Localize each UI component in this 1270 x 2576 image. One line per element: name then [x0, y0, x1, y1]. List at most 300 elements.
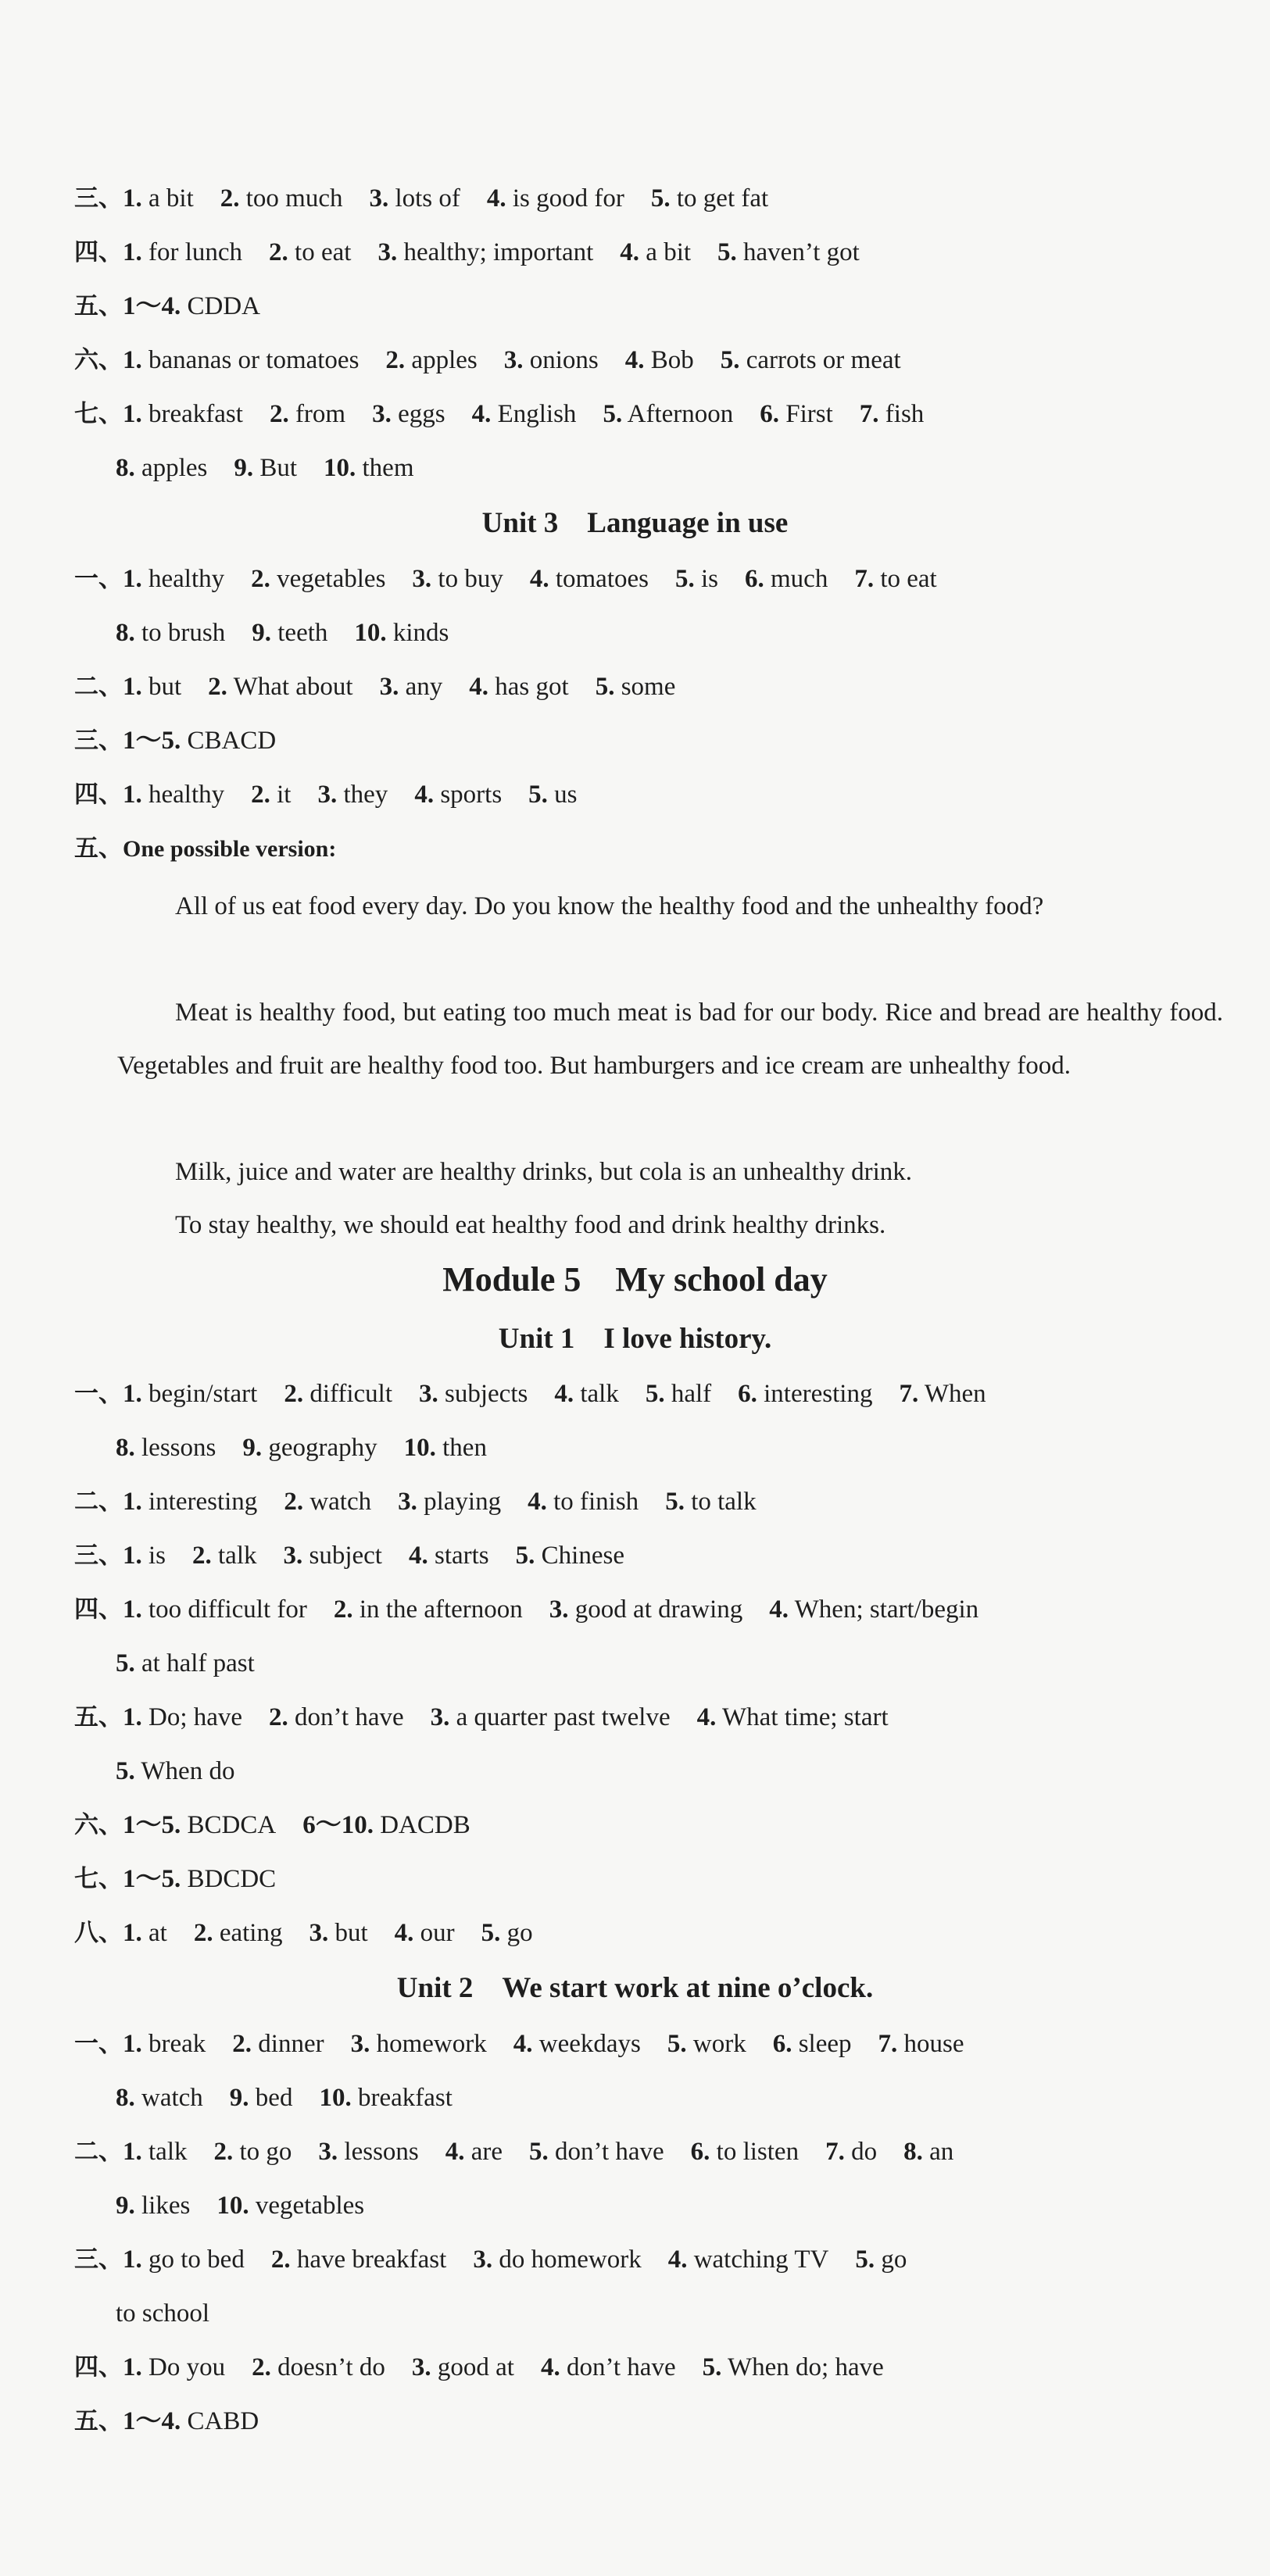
answer-number: 10.: [216, 2192, 249, 2220]
section-label: 五、: [74, 834, 123, 863]
answer-text: to buy: [431, 565, 503, 593]
answer-number: 5.: [702, 2353, 722, 2381]
answer-line-continued: [116, 2296, 1239, 2331]
answer-number: 3.: [412, 565, 432, 593]
answer-item: [445, 2135, 503, 2169]
answer-number: 3.: [419, 1380, 438, 1408]
answer-text: apples: [405, 346, 478, 374]
answer-item: [855, 2242, 907, 2277]
answer-number: 9.: [229, 2084, 249, 2112]
section-label: 七、: [74, 400, 123, 428]
answer-number: 6.: [760, 400, 779, 428]
answer-line-continued: [116, 2188, 1239, 2223]
answer-number: 1～4.: [123, 292, 181, 320]
answer-item: [404, 1431, 487, 1465]
answer-item: [703, 2350, 884, 2385]
answer-line-continued: [116, 616, 1239, 650]
answer-text: lessons: [134, 1434, 216, 1462]
answer-number: 10.: [324, 454, 356, 482]
answer-text: Do you: [141, 2353, 226, 2381]
essay-paragraph: To stay healthy, we should eat healthy food and drink healthy drinks.: [175, 1211, 886, 1239]
answer-item: [116, 1646, 255, 1681]
answer-number: 3.: [309, 1919, 329, 1947]
answer-number: 5.: [717, 238, 737, 266]
answer-text: some: [614, 673, 676, 701]
answer-line: [74, 235, 1239, 270]
section-label: 四、: [74, 1595, 123, 1624]
answer-item: [372, 397, 445, 431]
answer-item: [116, 2188, 190, 2223]
answer-text: interesting: [141, 1488, 258, 1516]
answer-text: talk: [574, 1380, 619, 1408]
answer-line: [74, 1592, 1239, 1627]
answer-item: [216, 2188, 364, 2223]
answer-number: 1.: [123, 184, 142, 213]
answer-item: [284, 1538, 382, 1573]
answer-text: go: [500, 1919, 533, 1947]
answer-text: Do; have: [141, 1703, 243, 1731]
answer-number: 1.: [123, 2030, 142, 2058]
section-label: 八、: [74, 1919, 123, 1947]
answer-number: 1.: [123, 238, 142, 266]
answer-text: BCDCA: [181, 1811, 277, 1839]
answer-item: [412, 562, 503, 596]
answer-text: lots of: [388, 184, 460, 213]
answer-text: go: [875, 2246, 907, 2274]
answer-number: 4.: [540, 2353, 560, 2381]
answer-item: [596, 670, 676, 704]
answer-line: [74, 1700, 1239, 1735]
answer-text: breakfast: [141, 400, 243, 428]
answer-number: 4.: [513, 2030, 533, 2058]
answer-line-continued: [116, 1646, 1239, 1681]
answer-text: to go: [233, 2138, 292, 2166]
answer-text: to listen: [710, 2138, 800, 2166]
answer-number: 4.: [486, 184, 506, 213]
answer-number: 1.: [123, 1380, 142, 1408]
answer-item: [234, 451, 297, 485]
answer-number: 5.: [650, 184, 671, 213]
answer-item: [116, 616, 225, 650]
answer-text: doesn’t do: [270, 2353, 385, 2381]
answer-text: What time; start: [716, 1703, 889, 1731]
answer-item: [825, 2135, 877, 2169]
answer-item: [738, 1377, 872, 1411]
answer-item: [620, 235, 691, 270]
answer-item: [769, 1592, 978, 1627]
answer-number: 1.: [123, 1919, 142, 1947]
answer-text: healthy; important: [397, 238, 594, 266]
answer-item: [377, 235, 593, 270]
answer-item: [487, 181, 624, 216]
answer-text: But: [253, 454, 297, 482]
answer-number: 8.: [903, 2138, 923, 2166]
answer-text: CDDA: [181, 292, 261, 320]
answer-number: 1.: [123, 673, 142, 701]
answer-item: [252, 616, 327, 650]
answer-number: 8.: [116, 1434, 135, 1462]
answer-line-continued: [116, 1431, 1239, 1465]
answer-text: go to bed: [141, 2246, 245, 2274]
answer-number: 1.: [123, 2246, 142, 2274]
answer-number: 3.: [430, 1703, 450, 1731]
answer-item: [116, 2081, 203, 2115]
section-label: 三、: [74, 727, 123, 755]
answer-number: 2.: [269, 238, 288, 266]
answer-number: 7.: [854, 565, 875, 593]
answer-number: 3.: [549, 1595, 569, 1624]
answer-number: 5.: [645, 1380, 665, 1408]
answer-item: [469, 670, 568, 704]
unit-heading: Unit 1 I love history.: [498, 1323, 772, 1355]
answer-number: 1.: [123, 781, 142, 809]
answer-item: [251, 777, 291, 812]
answer-text: work: [686, 2030, 746, 2058]
answer-item: [899, 1377, 986, 1411]
answer-item: [529, 2135, 664, 2169]
answer-text: starts: [428, 1542, 489, 1570]
answer-number: 4.: [769, 1595, 789, 1624]
answer-item: [123, 1916, 167, 1950]
answer-number: 4.: [529, 565, 549, 593]
answer-number: 1.: [123, 346, 142, 374]
answer-number: 5.: [675, 565, 695, 593]
writing-subheading: 五、One possible version:: [74, 834, 337, 863]
answer-text: weekdays: [532, 2030, 641, 2058]
answer-line: [74, 777, 1239, 812]
answer-text: When do; have: [721, 2353, 884, 2381]
answer-item: [123, 181, 194, 216]
answer-line: [74, 397, 1239, 431]
answer-text: apples: [134, 454, 208, 482]
answer-text: eating: [213, 1919, 283, 1947]
answer-number: 10.: [354, 619, 387, 647]
answer-text: an: [922, 2138, 954, 2166]
answer-item: [123, 2350, 225, 2385]
answer-line: [74, 181, 1239, 216]
answer-text: onions: [523, 346, 599, 374]
answer-item: [123, 235, 242, 270]
answer-text: at: [141, 1919, 167, 1947]
answer-item: [123, 670, 181, 704]
answer-item: [675, 562, 718, 596]
answer-line-continued: [116, 451, 1239, 485]
answer-text: CBACD: [181, 727, 277, 755]
answer-item: [760, 397, 833, 431]
answer-number: 2.: [193, 1919, 213, 1947]
answer-item: [116, 1431, 216, 1465]
answer-text: carrots or meat: [739, 346, 901, 374]
answer-line-continued: [116, 2081, 1239, 2115]
answer-number: 4.: [667, 2246, 688, 2274]
answer-item: [116, 1754, 234, 1788]
answer-text: a quarter past twelve: [449, 1703, 671, 1731]
answer-number: 5.: [667, 2030, 687, 2058]
answer-line: [74, 2027, 1239, 2061]
answer-item: [412, 2350, 514, 2385]
answer-item: [319, 2081, 452, 2115]
section-label: 二、: [74, 2138, 123, 2166]
answer-number: 2.: [269, 1703, 288, 1731]
answer-line: [74, 562, 1239, 596]
answer-text: house: [897, 2030, 964, 2058]
answer-text: vegetables: [249, 2192, 365, 2220]
answer-text: geography: [262, 1434, 377, 1462]
answer-number: 5.: [595, 673, 615, 701]
answer-line: [74, 1862, 1239, 1896]
answer-number: 4.: [469, 673, 489, 701]
answer-number: 2.: [251, 781, 270, 809]
answer-item: [697, 1700, 889, 1735]
answer-item: [284, 1377, 392, 1411]
unit-heading: Unit 3 Language in use: [481, 507, 789, 539]
answer-number: 1～4.: [123, 2407, 181, 2435]
answer-text: don’t have: [288, 1703, 404, 1731]
answer-item: [317, 777, 388, 812]
answer-item: [481, 1916, 533, 1950]
answer-text: subject: [302, 1542, 382, 1570]
answer-item: [123, 397, 243, 431]
section-label: 一、: [74, 1380, 123, 1408]
answer-number: 7.: [878, 2030, 898, 2058]
answer-item: [691, 2135, 799, 2169]
answer-item: [516, 1538, 624, 1573]
answer-item: [194, 1916, 283, 1950]
answer-number: 1.: [123, 2353, 142, 2381]
answer-item: [369, 181, 460, 216]
answer-number: 4.: [414, 781, 435, 809]
answer-text: to talk: [684, 1488, 757, 1516]
answer-item: [860, 397, 925, 431]
section-label: 七、: [74, 1865, 123, 1893]
answer-text: First: [779, 400, 833, 428]
answer-item: [284, 1485, 371, 1519]
answer-text: vegetables: [270, 565, 386, 593]
answer-text: When do: [134, 1757, 235, 1785]
answer-number: 1～5.: [123, 1811, 181, 1839]
answer-number: 2.: [333, 1595, 353, 1624]
answer-number: 3.: [318, 2138, 338, 2166]
answer-text: watch: [134, 2084, 203, 2112]
answer-text: sports: [434, 781, 503, 809]
answer-item: [251, 562, 385, 596]
answer-text: eggs: [391, 400, 445, 428]
answer-text: to eat: [288, 238, 352, 266]
answer-number: 4.: [528, 1488, 547, 1516]
answer-text: but: [141, 673, 182, 701]
answer-item: [334, 1592, 523, 1627]
answer-number: 9.: [234, 454, 254, 482]
answer-line: [74, 2135, 1239, 2169]
answer-number: 3.: [317, 781, 338, 809]
answer-item: [213, 2135, 292, 2169]
answer-text: kinds: [386, 619, 449, 647]
answer-item: [419, 1377, 528, 1411]
answer-number: 4.: [394, 1919, 414, 1947]
answer-text: is good for: [506, 184, 624, 213]
answer-text: tomatoes: [549, 565, 649, 593]
answer-item: [854, 562, 936, 596]
answer-item: [123, 2135, 187, 2169]
answer-text: fish: [878, 400, 925, 428]
answer-text: lessons: [338, 2138, 419, 2166]
answer-number: 3.: [369, 184, 389, 213]
answer-item: [431, 1700, 671, 1735]
answer-number: 2.: [192, 1542, 212, 1570]
answer-item: [385, 343, 477, 377]
answer-number: 2.: [232, 2030, 252, 2058]
answer-text: them: [356, 454, 414, 482]
answer-item: [651, 181, 768, 216]
answer-text: watching TV: [687, 2246, 829, 2274]
answer-item: [123, 2404, 259, 2438]
answer-text: don’t have: [560, 2353, 676, 2381]
answer-text: at half past: [134, 1649, 255, 1677]
answer-text: sleep: [792, 2030, 852, 2058]
answer-number: 10.: [403, 1434, 436, 1462]
answer-text: is: [141, 1542, 166, 1570]
section-label: 二、: [74, 1488, 123, 1516]
answer-text: subjects: [438, 1380, 528, 1408]
answer-number: 2.: [251, 565, 270, 593]
answer-text: is: [694, 565, 719, 593]
answer-item: [270, 397, 345, 431]
answer-number: 4.: [445, 2138, 465, 2166]
answer-item: [504, 343, 599, 377]
answer-number: 9.: [252, 619, 271, 647]
answer-text: dinner: [252, 2030, 324, 2058]
answer-text: to eat: [874, 565, 937, 593]
answer-item: [116, 451, 207, 485]
answer-item: [667, 2027, 746, 2061]
answer-text: good at: [431, 2353, 514, 2381]
answer-item: [473, 2242, 641, 2277]
answer-item: [324, 451, 413, 485]
answer-line: [74, 1485, 1239, 1519]
answer-number: 8.: [116, 454, 135, 482]
answer-text: What about: [227, 673, 353, 701]
answer-item: [123, 289, 260, 323]
answer-text: have breakfast: [290, 2246, 447, 2274]
answer-text: a bit: [639, 238, 692, 266]
answer-text: in the afternoon: [352, 1595, 523, 1624]
answer-number: 3.: [503, 346, 524, 374]
answer-text: half: [664, 1380, 712, 1408]
answer-number: 2.: [213, 2138, 234, 2166]
section-label: 三、: [74, 2246, 123, 2274]
answer-item: [123, 562, 224, 596]
answer-text: interesting: [757, 1380, 873, 1408]
answer-number: 2.: [284, 1488, 304, 1516]
answer-item: [269, 1700, 404, 1735]
section-label: 六、: [74, 346, 123, 374]
answer-number: 3.: [411, 2353, 431, 2381]
answer-item: [554, 1377, 618, 1411]
answer-number: 3.: [372, 400, 392, 428]
answer-item: [541, 2350, 676, 2385]
answer-item: [414, 777, 502, 812]
answer-text: do homework: [492, 2246, 642, 2274]
answer-item: [232, 2027, 324, 2061]
answer-number: 8.: [116, 619, 135, 647]
answer-item: [271, 2242, 446, 2277]
answer-text: talk: [141, 2138, 188, 2166]
unit-heading: Unit 2 We start work at nine o’clock.: [396, 1972, 874, 2004]
answer-item: [123, 1538, 166, 1573]
answer-item: [123, 2242, 245, 2277]
answer-text: don’t have: [548, 2138, 664, 2166]
answer-number: 7.: [899, 1380, 919, 1408]
answer-number: 5.: [481, 1919, 501, 1947]
answer-text: healthy: [141, 565, 225, 593]
answer-number: 7.: [825, 2138, 845, 2166]
answer-item: [351, 2027, 487, 2061]
answer-number: 2.: [208, 673, 227, 701]
answer-item: [395, 1916, 455, 1950]
answer-number: 2.: [385, 346, 406, 374]
answer-item: [242, 1431, 377, 1465]
answer-text: CABD: [181, 2407, 259, 2435]
answer-item: [528, 777, 577, 812]
answer-text: they: [337, 781, 388, 809]
answer-item: [603, 397, 733, 431]
answer-number: 2.: [252, 2353, 271, 2381]
answer-number: 2.: [269, 400, 289, 428]
answer-item: [530, 562, 649, 596]
answer-item: [123, 1592, 307, 1627]
answer-text: When: [918, 1380, 986, 1408]
answer-number: 1.: [123, 400, 142, 428]
answer-number: 4.: [696, 1703, 717, 1731]
answer-text: has got: [488, 673, 569, 701]
answer-line: [74, 2242, 1239, 2277]
answer-item: [123, 1485, 257, 1519]
module-heading: Module 5 My school day: [442, 1260, 828, 1299]
answer-text: from: [288, 400, 346, 428]
answer-item: [668, 2242, 829, 2277]
answer-text: BDCDC: [181, 1865, 277, 1893]
answer-item: [220, 181, 343, 216]
answer-item: [318, 2135, 418, 2169]
answer-line: [74, 723, 1239, 758]
answer-number: 1.: [123, 565, 142, 593]
answer-line: [74, 670, 1239, 704]
answer-number: 1.: [123, 1542, 142, 1570]
essay-paragraph: All of us eat food every day. Do you know the healthy food and the unhealthy food?: [175, 892, 1044, 920]
answer-text: bananas or tomatoes: [141, 346, 360, 374]
answer-text: haven’t got: [736, 238, 860, 266]
answer-number: 8.: [116, 2084, 135, 2112]
answer-text: to brush: [134, 619, 226, 647]
answer-text: to get fat: [670, 184, 769, 213]
answer-number: 3.: [473, 2246, 493, 2274]
answer-item: [380, 670, 443, 704]
answer-number: 9.: [116, 2192, 135, 2220]
answer-line: [74, 2350, 1239, 2385]
section-label: 二、: [74, 673, 123, 701]
answer-text: for lunch: [141, 238, 243, 266]
answer-item: [625, 343, 694, 377]
answer-text: us: [547, 781, 578, 809]
answer-number: 6.: [690, 2138, 710, 2166]
answer-line: [74, 1538, 1239, 1573]
answer-number: 6～10.: [302, 1811, 374, 1839]
answer-item: [398, 1485, 501, 1519]
answer-text: too difficult for: [141, 1595, 307, 1624]
answer-text: breakfast: [351, 2084, 453, 2112]
answer-item: [123, 1862, 276, 1896]
answer-line: [74, 1916, 1239, 1950]
